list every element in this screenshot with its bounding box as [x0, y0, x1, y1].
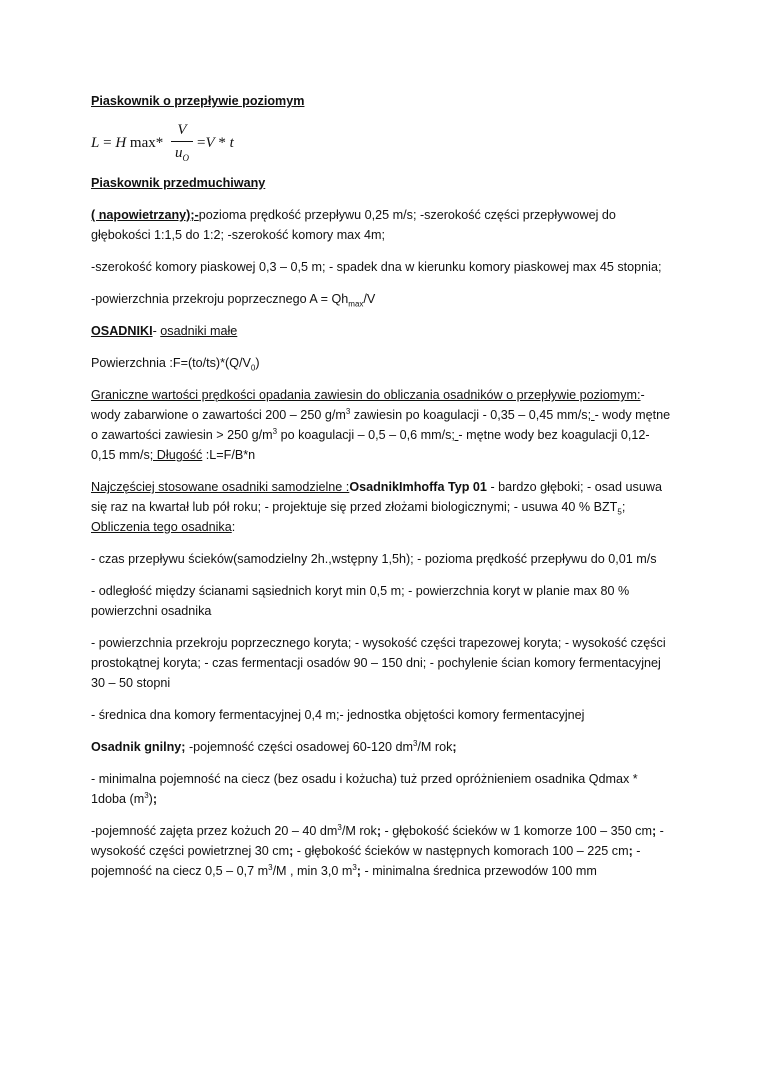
- inline-text: pozioma prędkość przepływu 0,25 m/s; -szerokość części przepływowej do głębokości 1:1,5 do 1:2; -szerokość komory max 4m;: [91, 208, 616, 242]
- paragraph-napowietrzany: [91, 205, 671, 245]
- inline-underline: ;: [451, 428, 459, 442]
- inline-text: Powierzchnia :F=(to/ts)*(Q/V: [91, 356, 251, 370]
- inline-text: :L=F/B*n: [202, 448, 256, 462]
- inline-superscript: 3: [268, 862, 273, 872]
- inline-underline: Graniczne wartości prędkości opadania zawiesin do obliczania osadników o przepływie poziomym:: [91, 388, 641, 402]
- inline-text: -pojemność części osadowej 60-120 dm: [185, 740, 413, 754]
- paragraph-graniczne-wartosci: [91, 385, 671, 465]
- formula: [91, 121, 671, 167]
- paragraph-czas-przeplywu: - czas przepływu ścieków(samodzielny 2h.,wstępny 1,5h); - pozioma prędkość przepływu do 0,01 m/s: [91, 552, 657, 566]
- document-page: [91, 91, 671, 881]
- paragraph-minimalna-pojemnosc: [91, 769, 671, 809]
- inline-underline: ; Długość: [149, 448, 203, 462]
- inline-bold: OSADNIKI: [91, 324, 153, 338]
- formula-denominator: [171, 144, 193, 162]
- inline-text: /V: [363, 292, 376, 306]
- inline-text: -: [152, 324, 161, 338]
- formula-symbol: t: [229, 135, 234, 151]
- formula-symbol: =: [197, 135, 206, 151]
- inline-text: zawiesin po koagulacji - 0,35 – 0,45 mm/s: [350, 408, 588, 422]
- formula-symbol: u: [175, 145, 183, 161]
- inline-bold: ;: [289, 844, 294, 858]
- inline-bold: ;: [452, 740, 457, 754]
- inline-underline: Obliczenia tego osadnika: [91, 520, 232, 534]
- inline-subscript: 5: [617, 507, 622, 517]
- paragraph-przekroj: [91, 289, 671, 309]
- inline-bold: OsadnikImhoffa Typ 01: [349, 480, 487, 494]
- inline-text: -pojemność zajęta przez kożuch 20 – 40 dm: [91, 824, 338, 838]
- inline-superscript: 3: [337, 822, 342, 832]
- inline-text: /M rok: [341, 824, 377, 838]
- inline-text: ): [255, 356, 260, 370]
- inline-text: - minimalna średnica przewodów 100 mm: [361, 864, 597, 878]
- inline-bold: ;: [651, 824, 657, 838]
- inline-text: ;: [621, 500, 626, 514]
- inline-text: - bardzo głęboki; - osad usuwa się raz na kwartał lub pół roku; - projektuje się przed złożami biologicznymi; - usuwa 40 % BZT: [91, 480, 662, 514]
- inline-underline: Najczęściej stosowane osadniki samodzielne :: [91, 480, 350, 494]
- paragraph-osadnik-gnilny: [91, 737, 671, 757]
- paragraph-srednica-dna: - średnica dna komory fermentacyjnej 0,4 m;- jednostka objętości komory fermentacyjnej: [91, 708, 585, 722]
- inline-text: - pojemność na ciecz 0,5 – 0,7 m: [91, 844, 641, 878]
- inline-text: ): [148, 792, 153, 806]
- inline-text: - wysokość części powietrznej 30 cm: [91, 824, 664, 858]
- inline-text: - wody mętne o zawartości zawiesin > 250 g/m: [91, 408, 671, 442]
- inline-text: - głębokość ścieków w następnych komorach 100 – 225 cm: [293, 844, 629, 858]
- formula-symbol: L: [91, 135, 100, 151]
- formula-symbol: V: [205, 135, 215, 151]
- inline-superscript: 3: [412, 738, 418, 748]
- inline-text: - minimalna pojemność na ciecz (bez osadu i kożucha) tuż przed opróżnieniem osadnika Qdmax * 1doba (m: [91, 772, 638, 806]
- paragraph-przekroj-koryta: - powierzchnia przekroju poprzecznego koryta; - wysokość części trapezowej koryta; - wysokość części prostokątnej koryta; - czas fermentacji osadów 90 – 150 dni; - pochylenie ścian komory fermentacyjnej 30 – 50 stopni: [91, 636, 666, 690]
- heading-piaskownik-poziomy: Piaskownik o przepływie poziomym: [91, 94, 305, 108]
- inline-bold: ;: [152, 792, 158, 806]
- inline-text: /M , min 3,0 m: [272, 864, 353, 878]
- paragraph-szerokosc-komory: -szerokość komory piaskowej 0,3 – 0,5 m; - spadek dna w kierunku komory piaskowej max 45 stopnia;: [91, 260, 662, 274]
- inline-text: /M rok: [417, 740, 453, 754]
- inline-subscript: 0: [250, 363, 256, 373]
- inline-superscript: 3: [352, 862, 357, 872]
- paragraph-odleglosc: - odległość między ścianami sąsiednich koryt min 0,5 m; - powierzchnia koryt w planie max 80 % powierzchni osadnika: [91, 584, 630, 618]
- inline-bold: Osadnik gnilny;: [91, 740, 186, 754]
- inline-underline: osadniki małe: [160, 324, 238, 338]
- formula-lhs: [91, 133, 163, 153]
- inline-superscript: 3: [144, 790, 149, 800]
- inline-bold: ( napowietrzany);-: [91, 208, 199, 222]
- formula-symbol: max*: [129, 135, 164, 151]
- inline-superscript: 3: [345, 406, 351, 416]
- paragraph-powierzchnia: [91, 353, 671, 373]
- formula-numerator: V: [177, 122, 187, 138]
- formula-subscript: O: [182, 153, 189, 163]
- inline-text: - wody zabarwione o zawartości 200 – 250 g/m: [91, 388, 645, 422]
- inline-text: - mętne wody bez koagulacji 0,12-0,15 mm/s: [91, 428, 650, 462]
- heading-piaskownik-przedmuchiwany: Piaskownik przedmuchiwany: [91, 176, 266, 190]
- formula-fraction: [171, 121, 193, 162]
- inline-text: -powierzchnia przekroju poprzecznego A = Qh: [91, 292, 349, 306]
- inline-bold: ;: [628, 844, 633, 858]
- inline-subscript: max: [348, 299, 364, 309]
- inline-text: po koagulacji – 0,5 – 0,6 mm/s: [277, 428, 452, 442]
- formula-symbol: H: [115, 135, 127, 151]
- inline-bold: ;: [376, 824, 382, 838]
- paragraph-osadnik-imhoffa: [91, 477, 671, 537]
- inline-superscript: 3: [272, 426, 278, 436]
- inline-underline: ;: [587, 408, 595, 422]
- inline-text: - głębokość ścieków w 1 komorze 100 – 350 cm: [381, 824, 652, 838]
- heading-osadniki: [91, 321, 671, 341]
- inline-text: :: [231, 520, 236, 534]
- formula-symbol: *: [218, 135, 226, 151]
- paragraph-kozuch: [91, 821, 671, 881]
- formula-rhs: [197, 133, 234, 153]
- fraction-bar: [171, 141, 193, 142]
- inline-bold: ;: [356, 864, 361, 878]
- formula-symbol: =: [103, 135, 112, 151]
